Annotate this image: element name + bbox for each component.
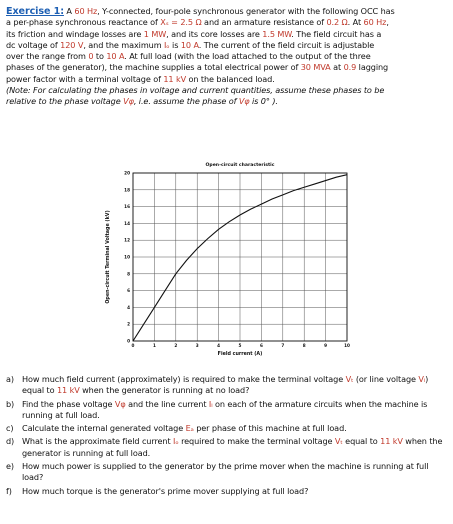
question-seg: What is the approximate field current [22, 436, 174, 447]
problem-line-5-seg: at [330, 62, 344, 73]
x-axis-label: Field current (A) [217, 352, 263, 357]
problem-line-1-seg: . At [347, 17, 364, 28]
problem-line-3-seg: 10 A [180, 39, 199, 50]
question-seg: per phase of this machine at full load. [193, 423, 347, 434]
chart-title: Open-circuit characteristic [205, 163, 275, 168]
note-line-1-seg: relative to the phase voltage [6, 96, 124, 107]
question-seg: Calculate the internal generated voltage [22, 423, 186, 434]
problem-line-2-seg: , and its core losses are [166, 28, 263, 39]
exercise-title: Exercise 1: [6, 6, 64, 17]
problem-line-4-seg: 10 A [106, 51, 125, 62]
question-seg: (or line voltage [353, 374, 419, 384]
occ-chart [95, 155, 357, 370]
question-seg: on each of the armature circuits when the machine is running at full load. [22, 398, 428, 420]
y-tick-label: 4 [127, 304, 130, 310]
problem-line-4-seg: 0 [88, 51, 94, 62]
problem-line-2-seg: its friction and windage losses are [6, 28, 144, 39]
problem-line-6-seg: on the balanced load. [186, 73, 275, 84]
x-tick-label: 9 [324, 343, 328, 348]
problem-line [6, 17, 447, 28]
note-line-1-seg: Vφ [238, 96, 250, 107]
problem-line-2-seg: 1 MW [143, 28, 167, 39]
problem-line-2-seg: 1.5 MW [262, 28, 292, 39]
problem-line-3-seg: is [169, 39, 181, 50]
problem-line [6, 51, 447, 62]
x-tick-label: 7 [281, 343, 285, 348]
question-label: a) [6, 374, 14, 384]
question-item [6, 461, 447, 484]
occ-chart-svg [95, 155, 357, 370]
question-seg: Vφ [114, 398, 126, 409]
question-seg: Iₗ [208, 398, 213, 409]
question-seg: Vₜ [345, 374, 354, 384]
question-text [22, 399, 447, 422]
problem-line-0-seg: , Y-connected, four-pole synchronous generator with the following OCC has [97, 6, 395, 16]
x-tick-label: 5 [238, 343, 242, 348]
question-seg: when the generator is running at no load? [79, 385, 250, 396]
problem-note [6, 85, 447, 108]
problem-line-3-seg: Iₒ [164, 39, 170, 50]
y-tick-label: 8 [127, 271, 130, 277]
question-seg: How much power is supplied to the generator by the prime mover when the machine is running at full load? [22, 461, 429, 483]
problem-line-4-seg: to [93, 51, 107, 62]
problem-line [6, 29, 447, 40]
x-tick-label: 10 [344, 343, 350, 348]
question-text [22, 461, 447, 484]
question-seg: 11 kV [380, 436, 403, 447]
y-tick-label: 6 [127, 288, 130, 294]
question-seg: Vₜ [334, 436, 343, 447]
problem-statement [6, 6, 447, 108]
problem-line-6-seg: power factor with a terminal voltage of [6, 73, 164, 84]
x-tick-label: 0 [131, 343, 135, 348]
question-label: e) [6, 461, 14, 472]
question-item [6, 374, 447, 397]
question-item [6, 486, 447, 497]
problem-line-0-seg: 60 Hz [74, 6, 98, 16]
question-text [22, 486, 447, 497]
problem-line-3-seg: , and the maximum [83, 39, 165, 50]
problem-line-4-seg: . At full load (with the load attached to the output of the three [124, 51, 371, 62]
question-item [6, 399, 447, 422]
question-seg: Vₗ [418, 374, 426, 384]
question-label: d) [6, 436, 15, 447]
problem-line-1-seg: and an armature resistance of [201, 17, 327, 28]
question-text [22, 436, 447, 459]
questions-list [6, 374, 447, 499]
question-label: c) [6, 423, 14, 434]
note-line-1-seg: Vφ [123, 96, 134, 107]
note-line [6, 85, 447, 96]
question-seg: 11 kV [56, 385, 80, 396]
question-seg: when the generator is running at full load. [22, 436, 443, 458]
x-tick-label: 3 [195, 343, 199, 348]
y-tick-label: 0 [127, 338, 130, 344]
note-line-1-seg: , i.e. assume the phase of [133, 96, 239, 107]
question-item [6, 436, 447, 459]
question-label: f) [6, 485, 12, 496]
x-tick-label: 4 [217, 343, 221, 348]
problem-line-1-seg: a per-phase synchronous reactance of [6, 17, 161, 28]
problem-line-5-seg: 30 MVA [300, 62, 331, 73]
problem-line-0 [66, 6, 394, 16]
problem-line-5-seg: phases of the generator), the machine supplies a total electrical power of [6, 62, 301, 73]
note-line-1-seg: is 0° ). [249, 96, 278, 107]
question-seg: Eₐ [185, 423, 194, 434]
problem-line-1-seg: Xₛ = 2.5 Ω [160, 17, 202, 28]
y-tick-label: 20 [124, 170, 130, 176]
note-line [6, 96, 447, 107]
question-seg: Iₒ [173, 436, 179, 447]
question-text [22, 374, 447, 397]
problem-line [6, 40, 447, 51]
problem-body [6, 17, 447, 85]
problem-line-1-seg: , [386, 17, 389, 28]
question-seg: and the line current [125, 398, 209, 409]
y-axis-label: Open-circuit Terminal Voltage (kV) [106, 210, 111, 304]
problem-line-0-seg: A [66, 6, 75, 16]
problem-line-2-seg: . The field circuit has a [291, 28, 382, 39]
problem-line-4-seg: over the range from [6, 51, 89, 62]
note-line-0-seg: (Note: For calculating the phases in voltage and current quantities, assume these phases to be [6, 85, 385, 96]
problem-line-3-seg: dc voltage of [6, 39, 61, 50]
problem-line [6, 62, 447, 73]
y-tick-label: 2 [127, 321, 130, 327]
problem-line-1-seg: 60 Hz [363, 17, 387, 28]
problem-line-1-seg: 0.2 Ω [326, 17, 348, 28]
question-label: b) [6, 398, 15, 409]
question-seg: How much torque is the generator's prime mover supplying at full load? [22, 485, 309, 496]
question-seg: Find the phase voltage [22, 398, 115, 409]
x-tick-label: 8 [302, 343, 306, 348]
x-tick-label: 2 [174, 343, 178, 348]
question-seg: How much field current (approximately) is required to make the terminal voltage [22, 374, 346, 384]
question-seg: ) equal to [22, 374, 429, 396]
y-tick-label: 16 [124, 204, 130, 210]
x-tick-label: 6 [259, 343, 263, 348]
problem-line-5-seg: 0.9 [343, 62, 357, 73]
question-seg: equal to [342, 436, 381, 447]
problem-line-5-seg: lagging [356, 62, 389, 73]
question-item [6, 423, 447, 434]
y-tick-label: 10 [124, 254, 130, 260]
question-seg: required to make the terminal voltage [178, 436, 335, 447]
y-tick-label: 18 [124, 187, 130, 193]
problem-line-3-seg: . The current of the field circuit is adjustable [198, 39, 375, 50]
x-tick-label: 1 [152, 343, 156, 348]
problem-line-6-seg: 11 kV [163, 73, 187, 84]
y-tick-label: 12 [124, 237, 130, 243]
problem-line-3-seg: 120 V [60, 39, 84, 50]
y-tick-label: 14 [124, 220, 130, 226]
question-text [22, 423, 447, 434]
problem-first-line [6, 6, 447, 17]
problem-line [6, 74, 447, 85]
